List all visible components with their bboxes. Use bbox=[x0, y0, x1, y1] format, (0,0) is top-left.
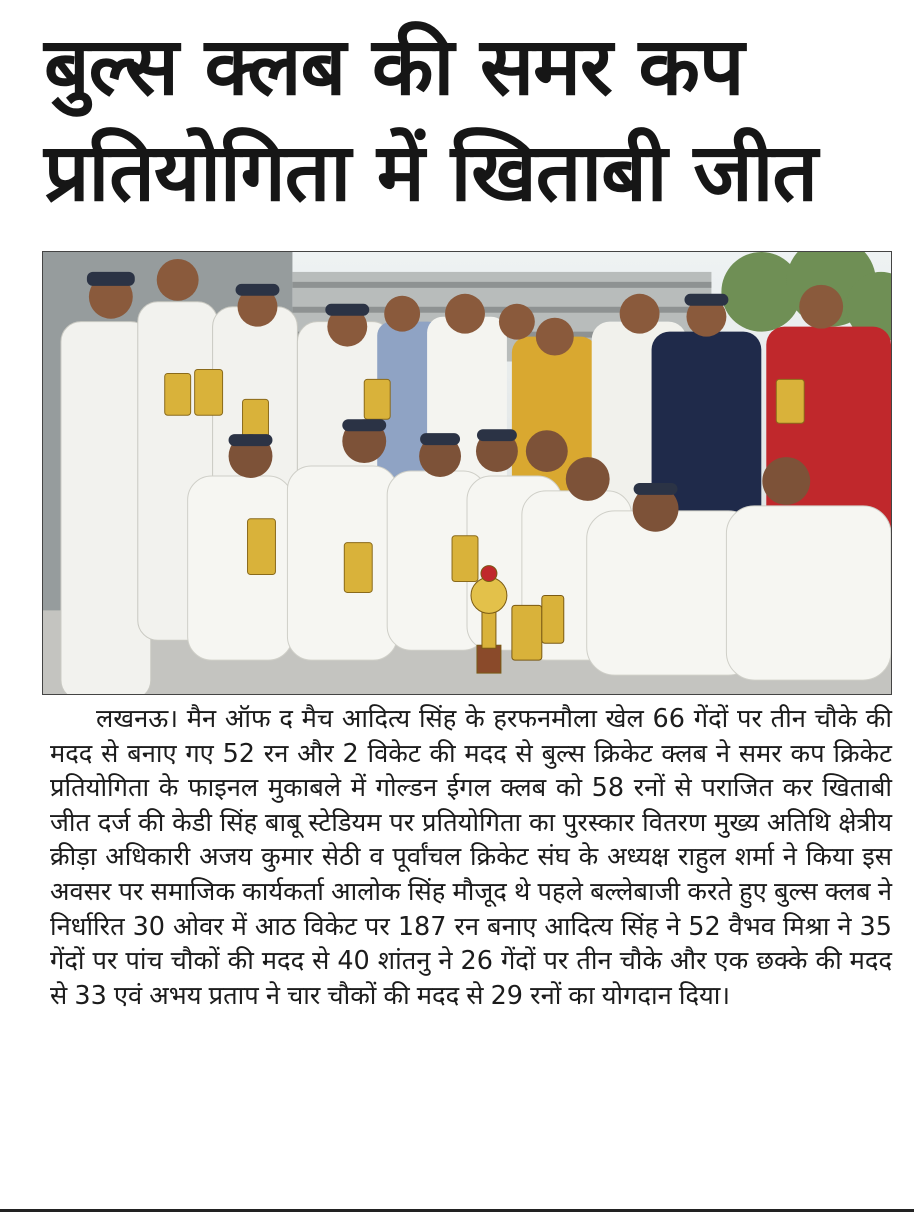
article-body: लखनऊ। मैन ऑफ द मैच आदित्य सिंह के हरफनमौला खेल 66 गेंदों पर तीन चौके की मदद से बनाए गए 52 रन और 2 विकेट की मदद से बुल्स क्रिकेट क्लब ने समर कप क्रिकेट प्रतियोगिता के फाइनल मुकाबले में गोल्डन ईगल क्लब को 58 रनों से पराजित कर खिताबी जीत दर्ज की केडी सिंह बाबू स्टेडियम पर प्रतियोगिता का पुरस्कार वितरण मुख्य अतिथि क्षेत्रीय क्रीड़ा अधिकारी अजय कुमार सेठी व पूर्वांचल क्रिकेट संघ के अध्यक्ष राहुल शर्मा ने किया इस अवसर पर समाजिक कार्यकर्ता आलोक सिंह मौजूद थे पहले बल्लेबाजी करते हुए बुल्स क्लब ने निर्धारित 30 ओवर में आठ विकेट पर 187 रन बनाए आदित्य सिंह ने 52 वैभव मिश्रा ने 35 गेंदों पर पांच चौकों की मदद से 40 शांतनु ने 26 गेंदों पर तीन चौके और एक छक्के की मदद से 33 एवं अभय प्रताप ने चार चौकों की मदद से 29 रनों का योगदान दिया। bbox=[50, 704, 892, 1011]
team-group-photo bbox=[43, 252, 891, 694]
headline-line-1: बुल्स क्लब की समर कप bbox=[44, 20, 744, 113]
headline-line-2: प्रतियोगिता में खिताबी जीत bbox=[44, 126, 817, 219]
headline bbox=[44, 14, 894, 226]
news-photo bbox=[42, 251, 892, 695]
bottom-rule bbox=[0, 1209, 914, 1212]
